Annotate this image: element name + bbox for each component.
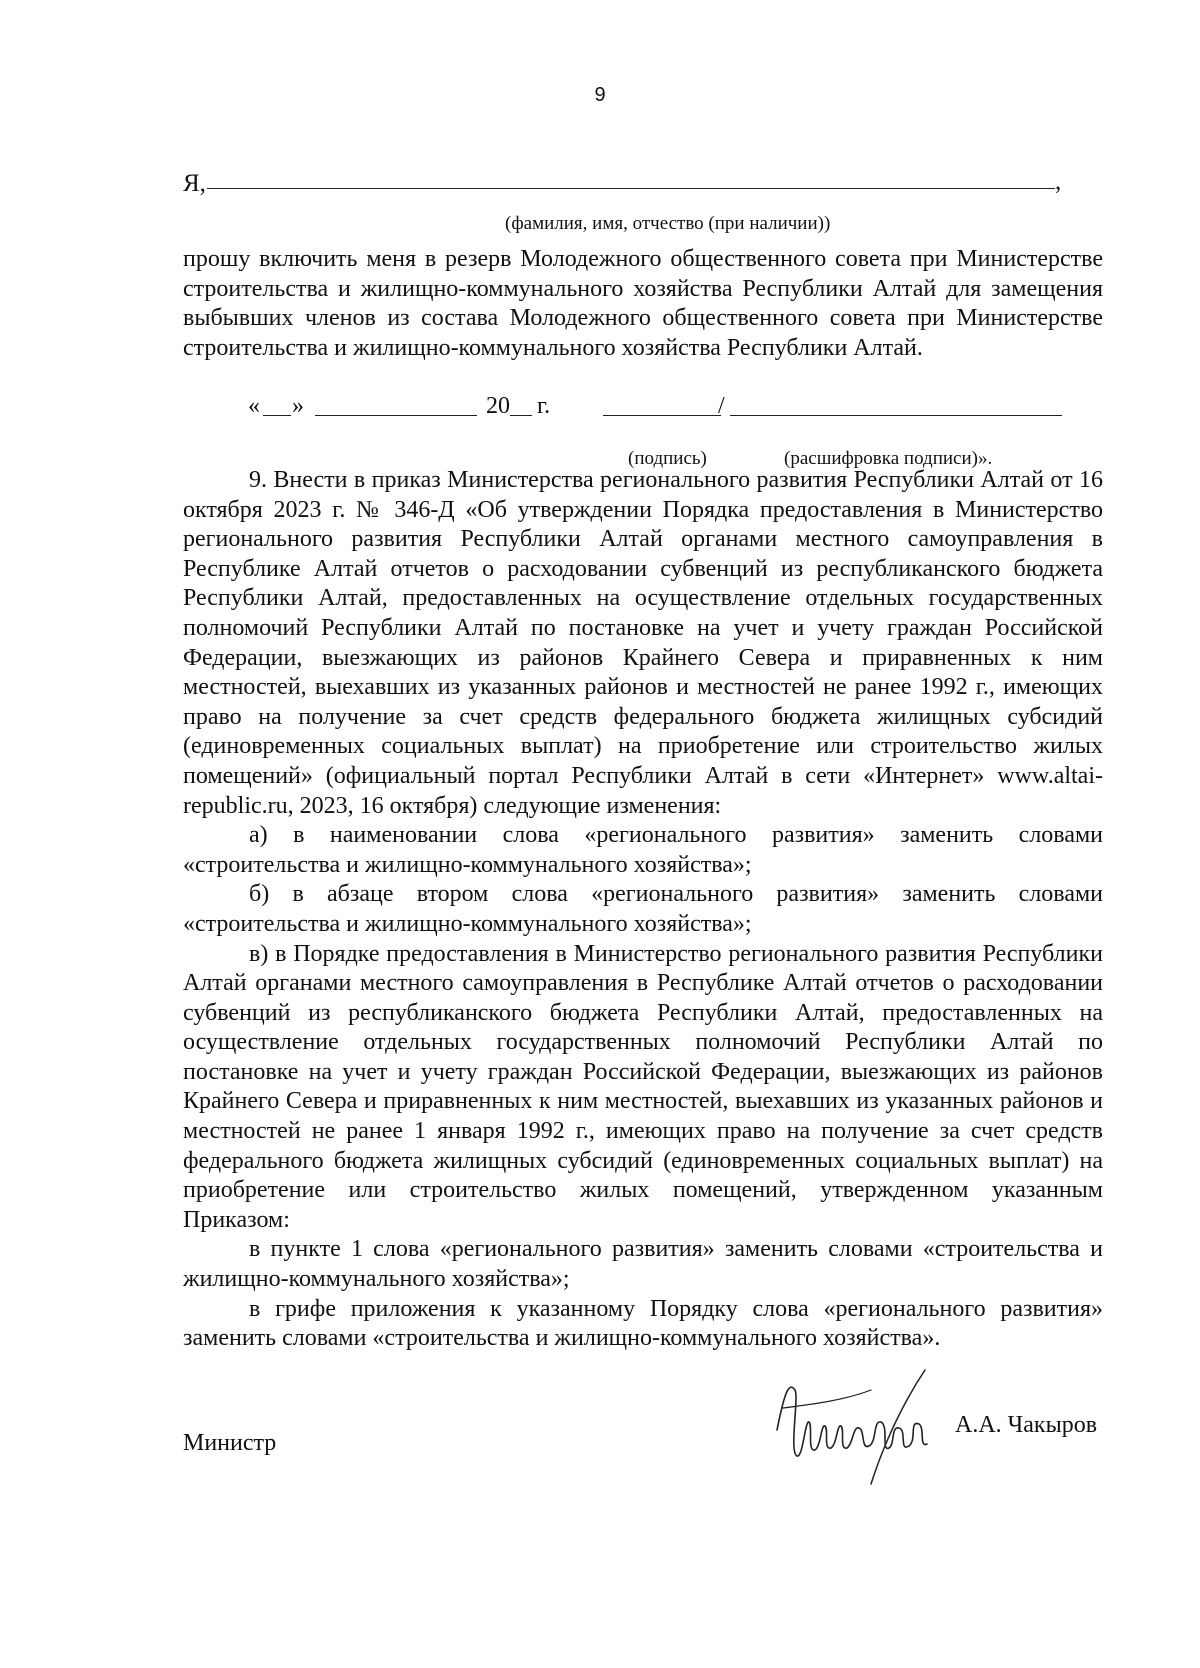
subitem-v-paragraph: в) в Порядке предоставления в Министерство регионального развития Республики Алтай органами местного самоуправления в Республике Алтай отчетов о расходовании субвенций из республиканского бюджета Республики Алтай, предоставленных на осуществление отдельных государственных полномочий Республики Алтай по постановке на учет и учету граждан Российской Федерации, выезжающих из районов Крайнего Севера и приравненных к ним местностей, выехавших из указанных районов и местностей не ранее 1 января 1992 г., имеющих право на получение за счет средств федерального бюджета жилищных субсидий (единовременных социальных выплат) на приобретение или строительство жилых помещений, утвержденном указанным Приказом: xyxy=(183,940,1103,1233)
subitem-a-paragraph: а) в наименовании слова «регионального развития» заменить словами «строительства и жилищно-коммунального хозяйства»; xyxy=(183,822,1103,878)
name-blank-line xyxy=(207,188,1055,189)
year-blank xyxy=(510,415,532,416)
decoding-blank xyxy=(730,415,1062,416)
year-prefix: 20 xyxy=(486,393,510,419)
signer-name: А.А. Чакыров xyxy=(955,1412,1098,1438)
request-paragraph-block xyxy=(183,245,1103,363)
year-suffix: г. xyxy=(537,393,551,419)
date-close-quote: » xyxy=(292,393,304,419)
stamp-paragraph: в грифе приложения к указанному Порядку слова «регионального развития» заменить словами «строительства и жилищно-коммунального хозяйства». xyxy=(183,1295,1103,1352)
slash: / xyxy=(718,393,725,419)
decoding-caption: (расшифровка подписи)». xyxy=(784,448,993,469)
minister-title: Министр xyxy=(183,1430,277,1456)
signature-blank xyxy=(603,415,721,416)
date-open-quote: « xyxy=(248,393,260,419)
subitem-b-paragraph: б) в абзаце втором слова «регионального развития» заменить словами «строительства и жилищно-коммунального хозяйства»; xyxy=(183,881,1103,937)
signature-caption: (подпись) xyxy=(628,448,707,469)
ya-label: Я, xyxy=(183,170,206,197)
date-signature-line xyxy=(0,393,1200,425)
day-blank xyxy=(263,415,291,416)
name-caption: (фамилия, имя, отчество (при наличии)) xyxy=(505,213,831,234)
applicant-name-line xyxy=(183,170,1073,202)
month-blank xyxy=(315,415,477,416)
point-1-paragraph: в пункте 1 слова «регионального развития» заменить словами «строительства и жилищно-коммунального хозяйства»; xyxy=(183,1236,1103,1293)
body-text-block xyxy=(183,466,1103,1354)
request-paragraph: прошу включить меня в резерв Молодежного общественного совета при Министерстве строительства и жилищно-коммунального хозяйства Республики Алтай для замещения выбывших членов из состава Молодежного общественного совета при Министерстве строительства и жилищно-коммунального хозяйства Республики Алтай. xyxy=(183,246,1103,361)
handwritten-signature xyxy=(775,1360,955,1500)
item-9-paragraph: 9. Внести в приказ Министерства регионального развития Республики Алтай от 16 октября 2023 г. № 346-Д «Об утверждении Порядка предоставления в Министерство регионального развития Республики Алтай органами местного самоуправления в Республике Алтай отчетов о расходовании субвенций из республиканского бюджета Республики Алтай, предоставленных на осуществление отдельных государственных полномочий Республики Алтай по постановке на учет и учету граждан Российской Федерации, выезжающих из районов Крайнего Севера и приравненных к ним местностей, выехавших из указанных районов и местностей не ранее 1992 г., имеющих право на получение за счет средств федерального бюджета жилищных субсидий (единовременных социальных выплат) на приобретение или строительство жилых помещений» (официальный портал Республики Алтай в сети «Интернет» www.altai-republic.ru, 2023, 16 октября) следующие изменения: xyxy=(183,467,1103,819)
page-number: 9 xyxy=(594,84,606,106)
name-comma: , xyxy=(1055,168,1062,195)
